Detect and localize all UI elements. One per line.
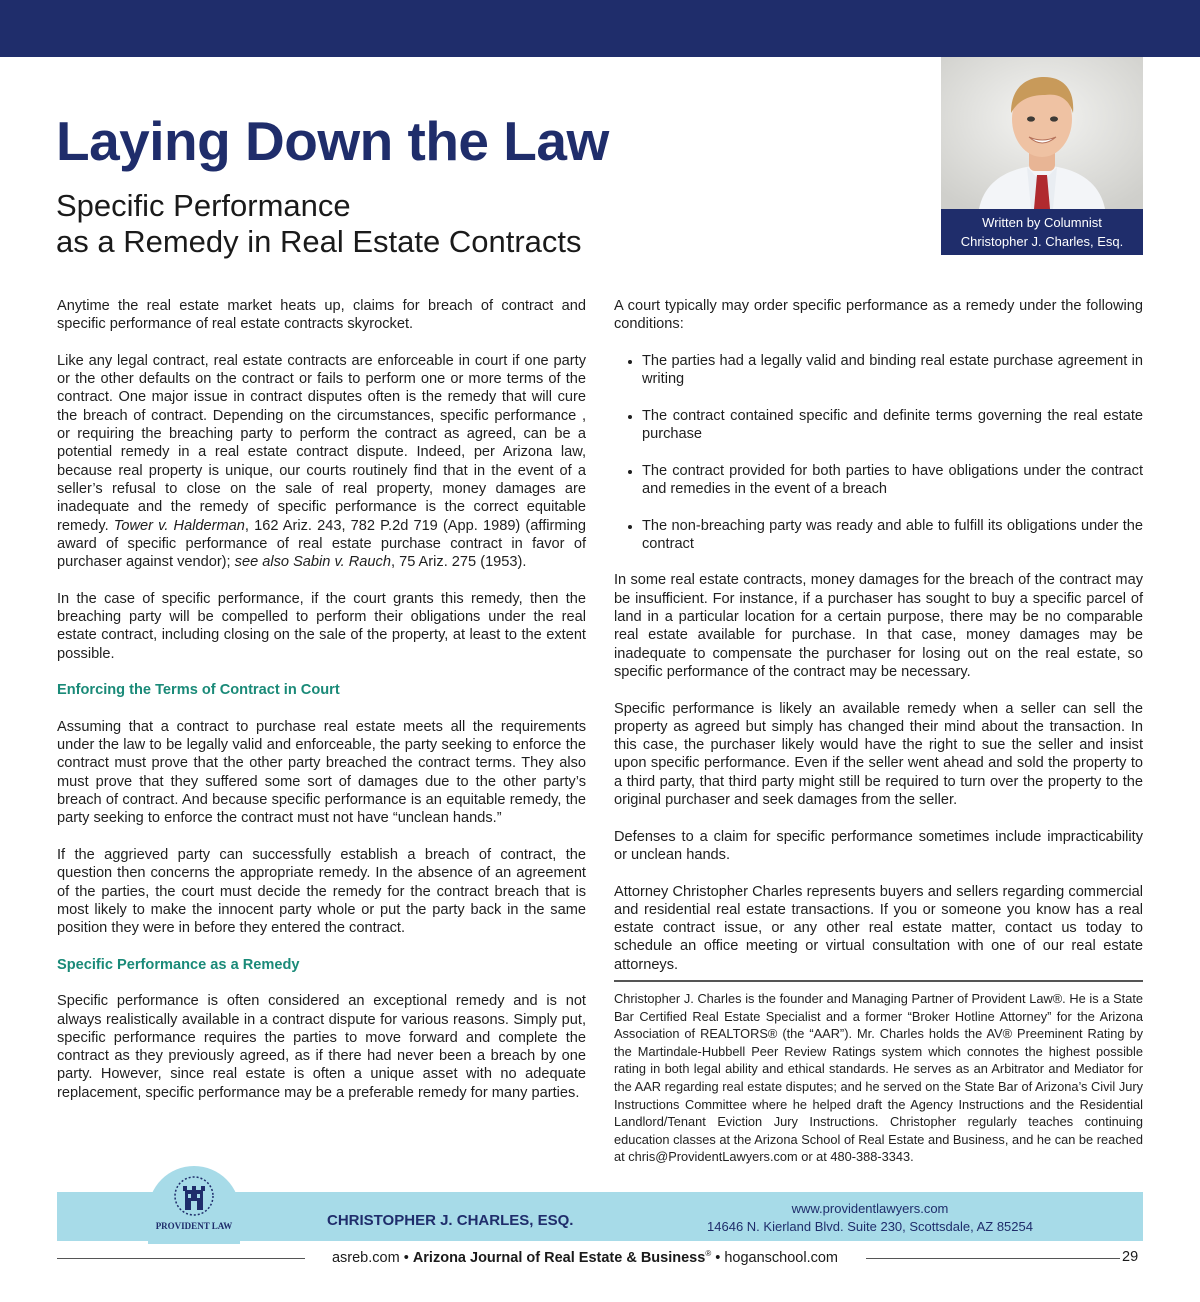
folio-rule-right: [866, 1258, 1120, 1259]
list-item: • The contract contained specific and definite terms governing the real estate purchase: [642, 407, 1143, 444]
list-item: • The parties had a legally valid and binding real estate purchase agreement in writing: [642, 352, 1143, 389]
subtitle-line-1: Specific Performance: [56, 188, 351, 223]
provident-law-logo: [148, 1166, 240, 1244]
folio-line: asreb.com • Arizona Journal of Real Estate & Business® • hoganschool.com: [331, 1249, 839, 1266]
columnist-portrait: [941, 57, 1143, 209]
footer-contact: [680, 1200, 1060, 1236]
logo-wordmark: PROVIDENT LAW: [155, 1221, 233, 1231]
caption-line-2: Christopher J. Charles, Esq.: [960, 234, 1124, 249]
office-address: 14646 N. Kierland Blvd. Suite 230, Scottsdale, AZ 85254: [707, 1219, 1033, 1234]
top-color-band: [0, 0, 1200, 57]
right-column: [614, 297, 1143, 992]
footer-attorney-name: CHRISTOPHER J. CHARLES, ESQ.: [327, 1212, 574, 1229]
subtitle-line-2: as a Remedy in Real Estate Contracts: [56, 224, 582, 259]
case-citation: Tower v. Halderman: [113, 517, 245, 534]
paragraph: Defenses to a claim for specific performance sometimes include impracticability or unclean hands.: [614, 828, 1143, 863]
paragraph: Specific performance is often considered an exceptional remedy and is not always realistically available in a contract dispute for various reasons. Simply put, specific performance requires the parties to move forward and complete the contract as they previously agreed, as if there had never been a breach by one party. However, since real estate is often a unique asset with no adequate replacement, specific performance may be a preferable remedy for many parties.: [57, 993, 586, 1101]
left-column: [57, 297, 586, 1120]
conditions-list: [614, 352, 1143, 553]
castle-icon: [174, 1174, 214, 1218]
paragraph: Anytime the real estate market heats up, claims for breach of contract and specific performance of real estate contracts skyrocket.: [57, 298, 586, 333]
caption-line-1: Written by Columnist: [982, 215, 1102, 230]
list-item: • The contract provided for both parties to have obligations under the contract and remedies in the event of a breach: [642, 462, 1143, 499]
list-item: • The non-breaching party was ready and able to fulfill its obligations under the contract: [642, 517, 1143, 554]
paragraph: Like any legal contract, real estate contracts are enforceable in court if one party or the other defaults on the contract or fails to perform one or more terms of the contract. One major issue in contract disputes often is the remedy that will cure the breach of contract. Depending on the circumstances, specific performance , or requiring the breaching party to perform the contract as agreed, can be a potential remedy in a real estate contract dispute. Indeed, per Arizona law, because real property is unique, our courts routinely find that in the event of a seller’s refusal to close on the sale of real property, money damages are inadequate and the remedy of specific performance is the correct equitable remedy. Tower v. Halderman, 162 Ariz. 243, 782 P.2d 719 (App. 1989) (affirming award of specific performance of real estate purchase contract in favor of purchaser against vendor); see also Sabin v. Rauch, 75 Ariz. 275 (1953).: [57, 352, 586, 571]
folio-rule-left: [57, 1258, 305, 1259]
bio-divider: [614, 980, 1143, 982]
columnist-photo-box: [941, 57, 1143, 255]
column-title: Laying Down the Law: [56, 110, 609, 172]
section-heading: Specific Performance as a Remedy: [57, 956, 300, 973]
columnist-caption: [941, 210, 1143, 254]
paragraph: Attorney Christopher Charles represents buyers and sellers regarding commercial and residential real estate transactions. If you or someone you know has a real estate contract issue, or any other real estate matter, contact us today to schedule an office meeting or virtual consultation with one of our real estate attorneys.: [614, 883, 1143, 973]
folio-journal-name: Arizona Journal of Real Estate & Business: [412, 1249, 706, 1266]
folio-site-hogan[interactable]: hoganschool.com: [724, 1249, 839, 1266]
website-link[interactable]: www.providentlawyers.com: [791, 1201, 949, 1216]
paragraph: Assuming that a contract to purchase real estate meets all the requirements under the law to be legally valid and enforceable, the party seeking to enforce the contract must prove that the other party breached the contract terms. They also must prove that they suffered some sort of damages due to the other party’s breach of contract. And because specific performance is an equitable remedy, the party seeking to enforce the contract must not have “unclean hands.”: [57, 718, 586, 827]
paragraph: A court typically may order specific performance as a remedy under the following conditions:: [614, 298, 1143, 333]
case-citation: see also Sabin v. Rauch: [234, 554, 391, 571]
article-subtitle: [56, 188, 582, 260]
section-heading: Enforcing the Terms of Contract in Court: [57, 682, 340, 699]
paragraph: If the aggrieved party can successfully establish a breach of contract, the question then concerns the appropriate remedy. In the absence of an agreement of the parties, the court must decide the remedy for the contract breach that is most likely to make the innocent party whole or put the party back in the same position they were in before they entered the contract.: [57, 846, 586, 937]
paragraph: Specific performance is likely an available remedy when a seller can sell the property as agreed but simply has changed their mind about the transaction. In this case, the purchaser likely would have the right to sue the seller and insist upon specific performance. Even if the seller went ahead and sold the property to a third party, that third party might still be required to turn over the property to the original purchaser and seek damages from the seller.: [614, 700, 1143, 809]
paragraph: In some real estate contracts, money damages for the breach of the contract may be insufficient. For instance, if a purchaser has sought to buy a specific parcel of land in a particular location for a certain purpose, there may be no comparable real estate available for purchase. In that case, money damages may be inadequate to compensate the purchaser for losing out on the real estate, so specific performance of the contract may be necessary.: [614, 572, 1143, 680]
folio-site-asreb[interactable]: asreb.com: [331, 1249, 400, 1266]
paragraph: In the case of specific performance, if the court grants this remedy, then the breaching party will be compelled to perform their obligations under the real estate contract, including closing on the sale of the property, at least to the extent possible.: [57, 590, 586, 662]
page-number: 29: [1122, 1249, 1139, 1265]
author-bio: Christopher J. Charles is the founder and Managing Partner of Provident Law®. He is a State Bar Certified Real Estate Specialist and a former “Broker Hotline Attorney” for the Arizona Association of REALTORS® (the “AAR”). Mr. Charles holds the AV® Preeminent Rating by the Martindale-Hubbell Peer Review Ratings system which connotes the highest possible rating in both legal ability and ethical standards. He serves as an Arbitrator and Mediator for the AAR regarding real estate disputes; and he served on the State Bar of Arizona’s Civil Jury Instructions Committee where he helped draft the Agency Instructions and the Residential Landlord/Tenant Eviction Jury Instructions. Christopher regularly teaches continuing education classes at the Arizona School of Real Estate and Business, and he can be reached at chris@ProvidentLawyers.com or at 480-388-3343.: [614, 991, 1143, 1165]
